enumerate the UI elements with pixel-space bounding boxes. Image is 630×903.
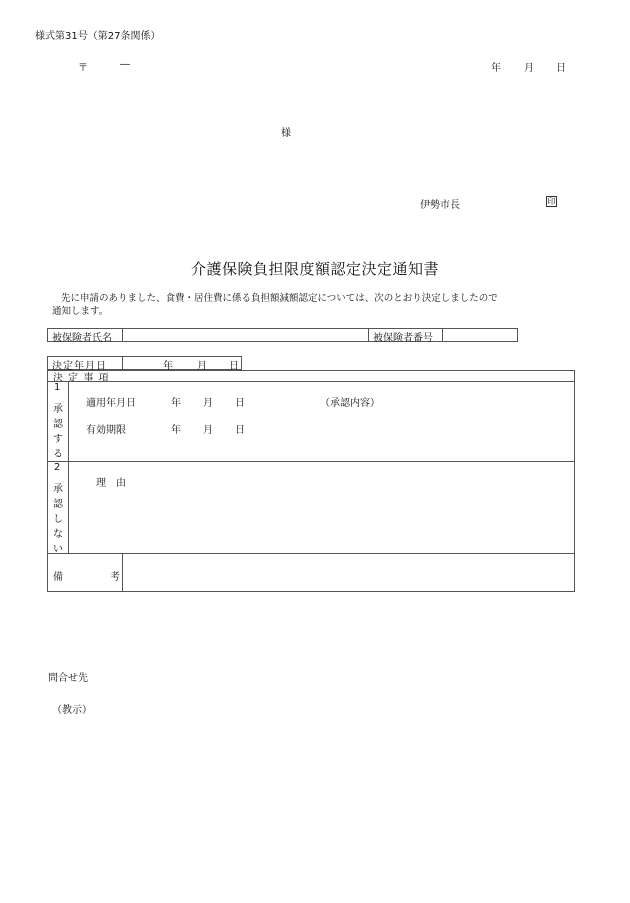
- seal-stamp: 印: [547, 197, 556, 206]
- document-title: 介護保険負担限度額認定決定通知書: [190, 260, 439, 278]
- apply-day: 日: [235, 398, 245, 409]
- divider: [47, 381, 575, 382]
- valid-period-label: 有効期限: [86, 425, 126, 436]
- valid-day: 日: [235, 425, 245, 436]
- valid-year: 年: [171, 425, 181, 436]
- valid-month: 月: [203, 425, 213, 436]
- decision-date-year: 年: [163, 361, 173, 372]
- decision-date-day: 日: [229, 361, 239, 372]
- approve-label: 承 認 す る: [53, 404, 63, 460]
- remarks-label-2: 考: [110, 572, 120, 583]
- divider: [442, 328, 443, 342]
- decision-date-label: 決定年月日: [52, 361, 107, 372]
- apply-year: 年: [171, 398, 181, 409]
- insured-number-label: 被保険者番号: [373, 333, 433, 344]
- decision-date-month: 月: [197, 361, 207, 372]
- form-number: 様式第31号（第27条関係）: [35, 31, 161, 42]
- divider: [122, 356, 123, 370]
- header-date-month: 月: [524, 63, 534, 74]
- issuer-name: 伊勢市長: [420, 200, 460, 211]
- divider: [122, 553, 123, 592]
- deny-number: 2: [54, 462, 61, 473]
- header-date-day: 日: [556, 63, 566, 74]
- postal-mark: 〒: [78, 63, 88, 74]
- approve-number: 1: [54, 382, 61, 393]
- decision-matters-label: 決 定 事 項: [53, 373, 110, 384]
- approval-content-label: （承認内容）: [320, 398, 380, 409]
- honorific: 様: [281, 128, 291, 139]
- postal-dash: ―: [120, 59, 130, 70]
- deny-label: 承 認 し な い: [53, 484, 63, 555]
- instruction-label: （教示）: [52, 705, 92, 716]
- divider: [47, 553, 575, 554]
- apply-month: 月: [203, 398, 213, 409]
- insured-name-label: 被保険者氏名: [52, 333, 112, 344]
- inquiry-label: 問合せ先: [48, 673, 88, 684]
- intro-line-1: 先に申請のありました、食費・居住費に係る負担額減額認定については、次のとおり決定しましたので: [61, 293, 498, 304]
- divider: [68, 381, 69, 553]
- intro-line-2: 通知します。: [52, 306, 109, 317]
- insured-info-row: [47, 328, 518, 342]
- header-date-year: 年: [491, 63, 501, 74]
- divider: [122, 328, 123, 342]
- remarks-label-1: 備: [53, 572, 63, 583]
- reason-label: 理 由: [96, 478, 126, 489]
- apply-date-label: 適用年月日: [86, 398, 136, 409]
- divider: [368, 328, 369, 342]
- divider: [47, 461, 575, 462]
